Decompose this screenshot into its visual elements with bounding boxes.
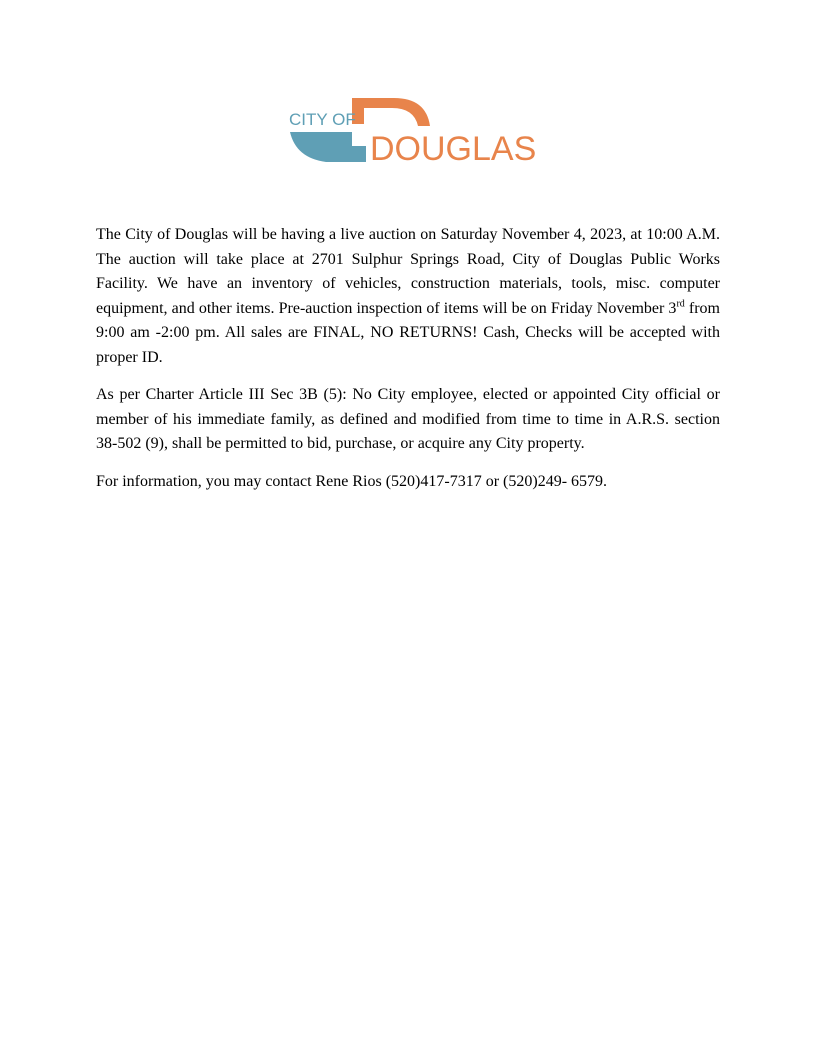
logo-city-of-text: CITY OF <box>289 110 356 129</box>
ordinal-superscript: rd <box>676 298 685 310</box>
contact-paragraph: For information, you may contact Rene Rios (520)417-7317 or (520)249- 6579. <box>96 472 608 490</box>
auction-text-part2: from 9:00 am -2:00 pm. All sales are FINAL, NO RETURNS! Cash, Checks will be accepted with proper ID. <box>96 299 720 366</box>
auction-paragraph <box>96 223 720 370</box>
city-of-douglas-logo <box>286 96 550 166</box>
logo-blue-swoosh <box>290 132 366 162</box>
logo-douglas-text: DOUGLAS <box>370 130 537 166</box>
charter-paragraph: As per Charter Article III Sec 3B (5): No City employee, elected or appointed City official or member of his immediate family, as defined and modified from time to time in A.R.S. section 38-502 (9), shall be permitted to bid, purchase, or acquire any City property. <box>96 386 720 452</box>
document-body <box>96 223 720 507</box>
logo-graphic <box>286 96 550 166</box>
logo-orange-arc <box>352 98 430 126</box>
auction-text-part1: The City of Douglas will be having a live auction on Saturday November 4, 2023, at 10:00 A.M. The auction will take place at 2701 Sulphur Springs Road, City of Douglas Public Works Facility. We have an inventory of vehicles, construction materials, tools, misc. computer equipment, and other items. Pre-auction inspection of items will be on Friday November 3 <box>96 226 720 317</box>
